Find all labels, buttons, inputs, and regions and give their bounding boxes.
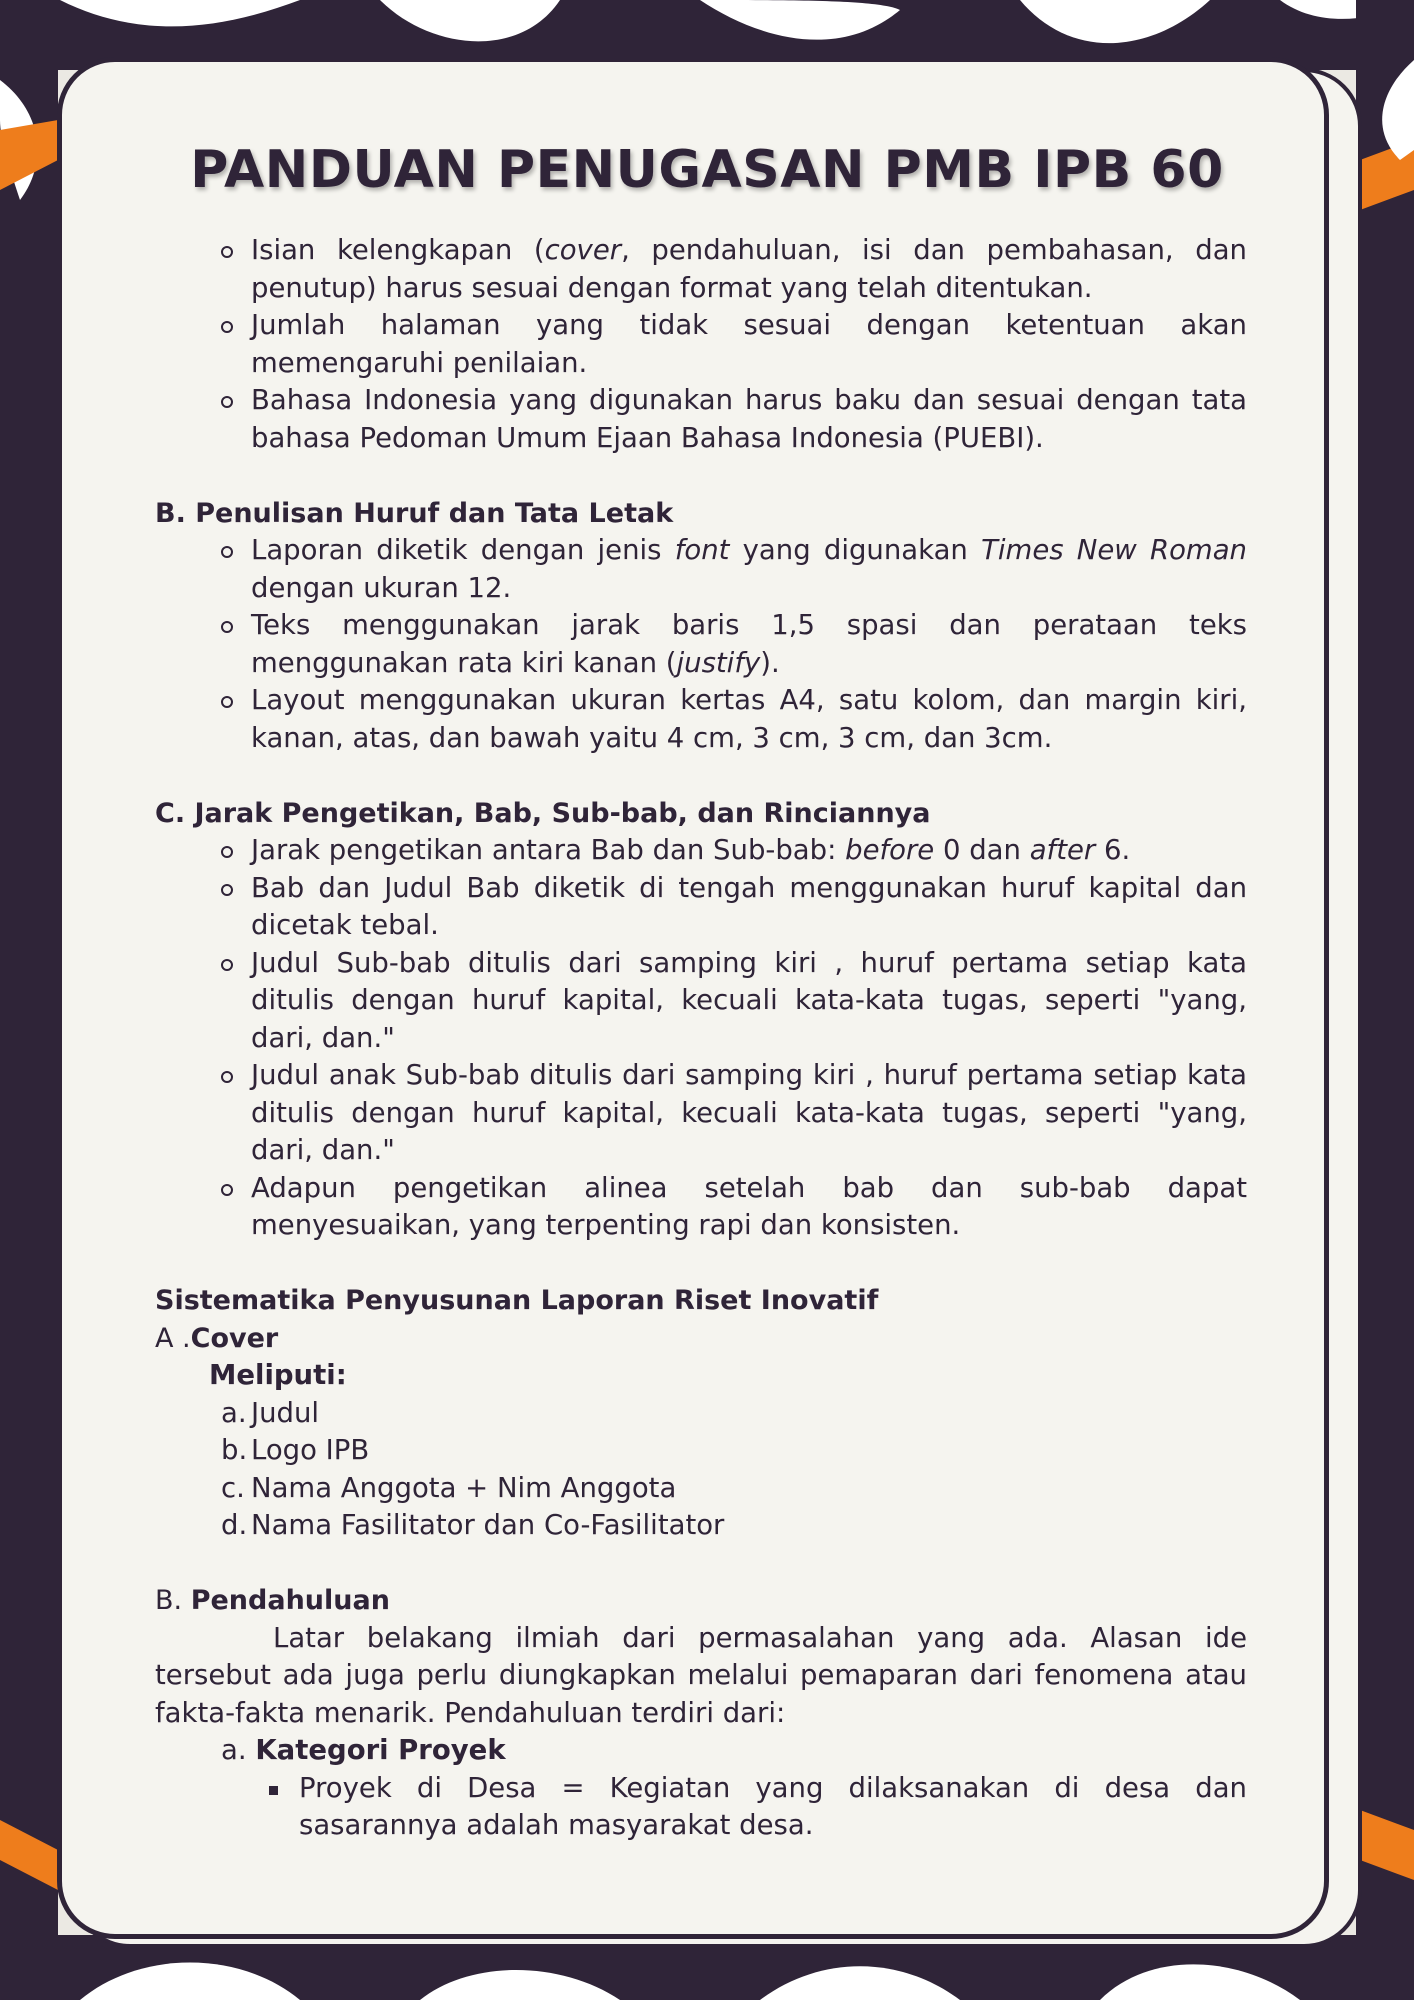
list-item: Layout menggunakan ukuran kertas A4, satu kolom, dan margin kiri, kanan, atas, dan bawah yaitu 4 cm, 3 cm, 3 cm, dan 3cm. xyxy=(251,682,1247,757)
list-item: c. Nama Anggota + Nim Anggota xyxy=(221,1471,677,1504)
list-item: Teks menggunakan jarak baris 1,5 spasi dan perataan teks menggunakan rata kiri kanan (justify). xyxy=(251,607,1247,682)
pendahuluan-heading: B. Pendahuluan xyxy=(155,1585,390,1616)
list-item: Bab dan Judul Bab diketik di tengah menggunakan huruf kapital dan dicetak tebal. xyxy=(251,870,1247,945)
section-c-bullet-list xyxy=(155,832,1247,1245)
list-item: Isian kelengkapan (cover, pendahuluan, isi dan pembahasan, dan penutup) harus sesuai dengan format yang telah ditentukan. xyxy=(251,232,1247,307)
document-body xyxy=(155,232,1247,1845)
list-item: Judul Sub-bab ditulis dari samping kiri , huruf pertama setiap kata ditulis dengan huruf kapital, kecuali kata-kata tugas, seperti "yang, dari, dan." xyxy=(251,945,1247,1058)
list-item: Judul anak Sub-bab ditulis dari samping kiri , huruf pertama setiap kata ditulis dengan huruf kapital, kecuali kata-kata tugas, seperti "yang, dari, dan." xyxy=(251,1057,1247,1170)
list-item: Proyek di Desa = Kegiatan yang dilaksanakan di desa dan sasarannya adalah masyarakat desa. xyxy=(299,1770,1247,1845)
section-heading-c: C. Jarak Pengetikan, Bab, Sub-bab, dan Rinciannya xyxy=(155,797,931,829)
systematics-heading: Sistematika Penyusunan Laporan Riset Inovatif xyxy=(155,1285,879,1316)
kategori-proyek-list xyxy=(155,1770,1247,1845)
section-b-bullet-list xyxy=(155,532,1247,757)
cover-heading: A .Cover xyxy=(155,1322,279,1354)
kategori-proyek-heading: a. Kategori Proyek xyxy=(221,1734,506,1766)
section-heading-b: B. Penulisan Huruf dan Tata Letak xyxy=(155,497,674,529)
cover-includes-label: Meliputi: xyxy=(209,1359,347,1391)
cover-items-list xyxy=(155,1395,1247,1545)
page-title: PANDUAN PENUGASAN PMB IPB 60 xyxy=(190,140,1224,200)
list-item: Laporan diketik dengan jenis font yang digunakan Times New Roman dengan ukuran 12. xyxy=(251,532,1247,607)
list-item: Jumlah halaman yang tidak sesuai dengan ketentuan akan memengaruhi penilaian. xyxy=(251,307,1247,382)
intro-bullet-list xyxy=(155,232,1247,457)
list-item: Adapun pengetikan alinea setelah bab dan sub-bab dapat menyesuaikan, yang terpenting rapi dan konsisten. xyxy=(251,1170,1247,1245)
list-item: d. Nama Fasilitator dan Co-Fasilitator xyxy=(221,1509,725,1541)
pendahuluan-paragraph: Latar belakang ilmiah dari permasalahan yang ada. Alasan ide tersebut ada juga perlu diungkapkan melalui pemaparan dari fenomena atau fakta-fakta menarik. Pendahuluan terdiri dari: xyxy=(155,1621,1247,1729)
list-item: a. Judul xyxy=(221,1396,320,1429)
list-item: Bahasa Indonesia yang digunakan harus baku dan sesuai dengan tata bahasa Pedoman Umum Ejaan Bahasa Indonesia (PUEBI). xyxy=(251,382,1247,457)
list-item: b. Logo IPB xyxy=(221,1434,370,1466)
list-item: Jarak pengetikan antara Bab dan Sub-bab: before 0 dan after 6. xyxy=(251,832,1247,870)
